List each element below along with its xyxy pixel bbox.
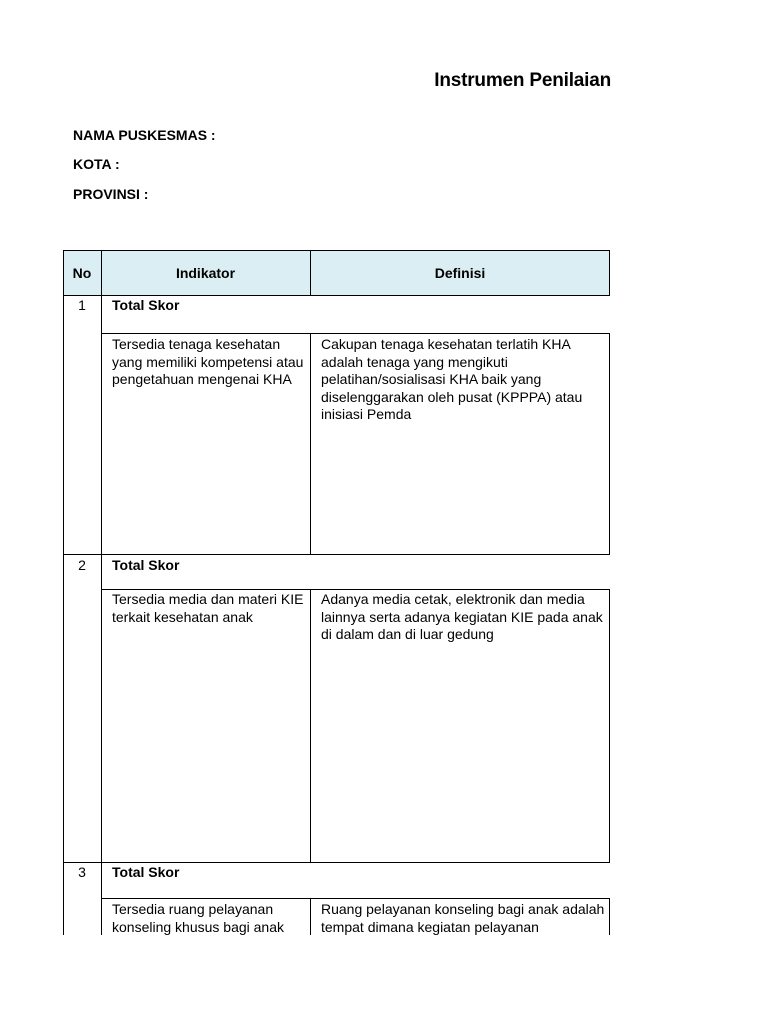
row-indikator: Tersedia tenaga kesehatan yang memiliki kompetensi atau pengetahuan mengenai KHA — [112, 336, 304, 387]
row-total-label: Total Skor — [112, 864, 180, 880]
grid-line — [609, 250, 610, 296]
grid-line — [101, 250, 102, 935]
grid-line — [609, 898, 610, 935]
document-title: Instrumen Penilaian — [434, 70, 611, 91]
grid-line — [101, 333, 610, 334]
grid-line — [63, 250, 64, 935]
field-kota: KOTA : — [73, 156, 120, 172]
row-indikator: Tersedia ruang pelayanan konseling khusus bagi anak — [112, 901, 285, 935]
header-definisi: Definisi — [434, 264, 486, 281]
field-provinsi: PROVINSI : — [73, 186, 149, 202]
row-number: 1 — [78, 297, 86, 313]
grid-line — [63, 862, 610, 863]
grid-line — [63, 250, 610, 251]
field-nama-puskesmas: NAMA PUSKESMAS : — [73, 127, 216, 143]
row-total-label: Total Skor — [112, 557, 180, 573]
grid-line — [310, 898, 311, 935]
grid-line — [310, 250, 311, 295]
row-number: 3 — [78, 864, 86, 880]
grid-line — [63, 554, 610, 555]
row-definisi: Adanya media cetak, elektronik dan media lainnya serta adanya kegiatan KIE pada anak di dalam dan di luar gedung — [321, 591, 603, 642]
grid-line — [609, 589, 610, 863]
row-number: 2 — [78, 557, 86, 573]
grid-line — [63, 295, 610, 296]
grid-line — [101, 898, 610, 899]
row-definisi: Cakupan tenaga kesehatan terlatih KHA adalah tenaga yang mengikuti pelatihan/sosialisasi KHA baik yang diselenggarakan oleh pusat (KPPPA) atau inisiasi Pemda — [321, 336, 583, 422]
header-indikator: Indikator — [175, 264, 236, 281]
page-cutoff — [0, 935, 768, 1024]
header-no: No — [72, 264, 92, 281]
row-definisi: Ruang pelayanan konseling bagi anak adalah tempat dimana kegiatan pelayanan — [321, 901, 605, 935]
grid-line — [609, 333, 610, 555]
grid-line — [310, 333, 311, 555]
grid-line — [101, 589, 610, 590]
row-indikator: Tersedia media dan materi KIE terkait kesehatan anak — [112, 591, 304, 625]
row-total-label: Total Skor — [112, 297, 180, 313]
grid-line — [310, 589, 311, 863]
